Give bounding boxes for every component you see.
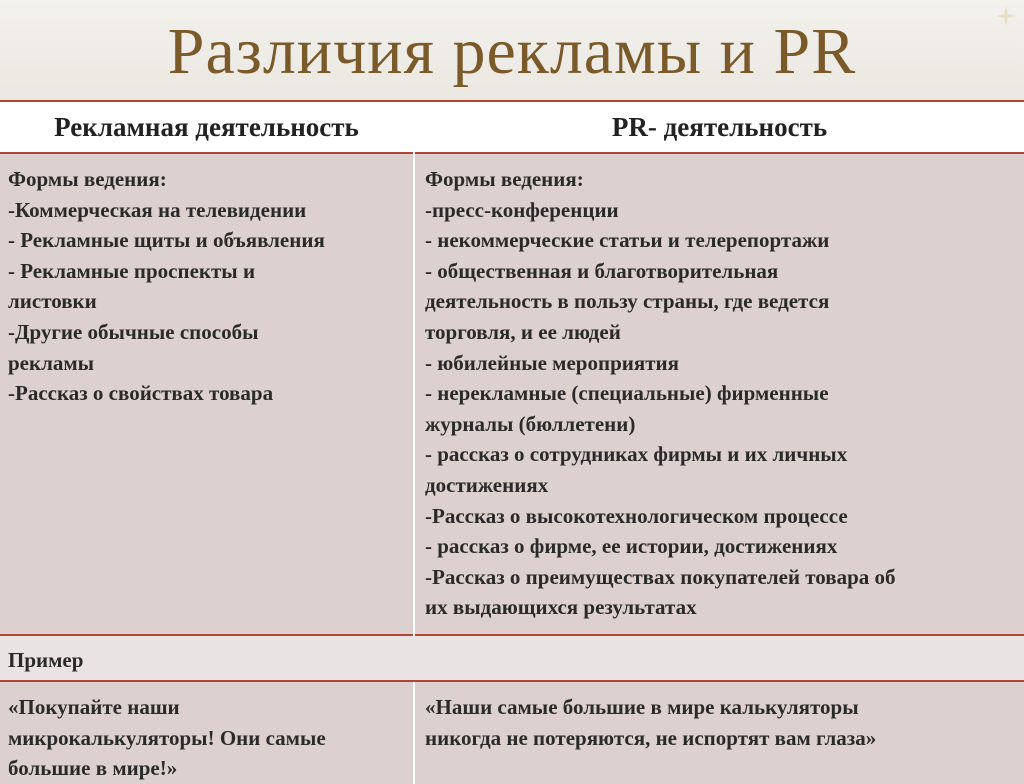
list-item: деятельность в пользу страны, где ведется	[425, 289, 830, 314]
list-item: торговля, и ее людей	[425, 319, 621, 344]
list-item: - некоммерческие статьи и телерепортажи	[425, 228, 830, 253]
corner-decoration-icon	[996, 6, 1016, 26]
list-item: листовки	[8, 289, 97, 314]
list-item: - юбилейные мероприятия	[425, 350, 679, 375]
advertising-example-cell	[0, 681, 414, 784]
list-item: - Рекламные щиты и объявления	[8, 228, 325, 253]
quote-line: никогда не потеряются, не испортят вам глаза»	[425, 725, 877, 750]
list-item: -Рассказ о преимуществах покупателей товара об	[425, 564, 896, 589]
list-item: -Рассказ о свойствах товара	[8, 381, 274, 406]
advertising-forms-cell	[0, 153, 414, 635]
list-item: - рассказ о сотрудниках фирмы и их личных	[425, 442, 848, 467]
list-item: - общественная и благотворительная	[425, 258, 779, 283]
list-item: -пресс-конференции	[425, 197, 619, 222]
list-item: Формы ведения:	[425, 167, 584, 191]
list-item: Формы ведения:	[8, 167, 167, 191]
list-item: достижениях	[425, 472, 549, 497]
slide-title: Различия рекламы и PR	[167, 15, 857, 88]
list-item: -Другие обычные способы	[8, 319, 259, 344]
quote-line: микрокалькуляторы! Они самые	[8, 725, 326, 750]
quote-line: «Наши самые большие в мире калькуляторы	[425, 695, 859, 719]
list-item: - рассказ о фирме, ее истории, достижениях	[425, 534, 838, 559]
header-row	[0, 101, 1024, 153]
forms-row	[0, 153, 1024, 635]
pr-forms-cell	[414, 153, 1024, 635]
list-item: их выдающихся результатах	[425, 595, 697, 620]
list-item: -Рассказ о высокотехнологическом процессе	[425, 503, 848, 528]
list-item: -Коммерческая на телевидении	[8, 197, 307, 222]
header-pr: PR- деятельность	[414, 101, 1024, 153]
list-item: журналы (бюллетени)	[425, 411, 636, 436]
quote-line: большие в мире!»	[8, 756, 178, 781]
header-advertising: Рекламная деятельность	[0, 101, 414, 153]
example-row	[0, 681, 1024, 784]
pr-example-cell	[414, 681, 1024, 784]
comparison-table	[0, 100, 1024, 784]
list-item: - Рекламные проспекты и	[8, 258, 256, 283]
list-item: рекламы	[8, 350, 95, 375]
quote-line: «Покупайте наши	[8, 695, 180, 719]
list-item: - нерекламные (специальные) фирменные	[425, 381, 829, 406]
example-label: Пример	[0, 635, 1024, 681]
example-label-row	[0, 635, 1024, 681]
